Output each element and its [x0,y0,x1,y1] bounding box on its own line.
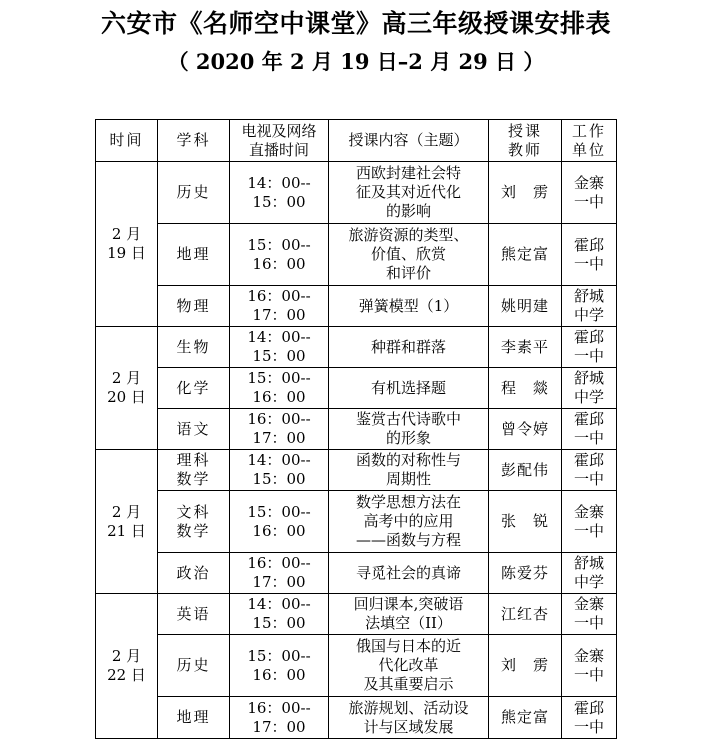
time-cell: 15：00-- 16：00 [230,491,329,553]
time-cell: 16：00-- 17：00 [230,286,329,327]
subject-cell: 历史 [158,162,230,224]
time-cell: 14：00-- 15：00 [230,162,329,224]
teacher-cell: 李素平 [489,327,562,368]
content-cell: 数学思想方法在 高考中的应用 ——函数与方程 [329,491,489,553]
unit-cell: 霍邱 一中 [562,409,617,450]
table-row [96,697,617,739]
unit-cell: 舒城 中学 [562,368,617,409]
time-cell: 16：00-- 17：00 [230,697,329,739]
teacher-cell: 熊定富 [489,224,562,286]
teacher-cell: 彭配伟 [489,450,562,491]
unit-cell: 金寨 一中 [562,162,617,224]
date-range-subtitle: （ 2020 年 2 月 19 日–2 月 29 日 ） [167,49,545,74]
table-row [96,450,617,491]
date-cell: 2 月 21 日 [96,450,158,594]
content-cell: 弹簧模型（1） [329,286,489,327]
time-cell: 14：00-- 15：00 [230,327,329,368]
subject-cell: 历史 [158,635,230,697]
time-cell: 16：00-- 17：00 [230,409,329,450]
content-cell: 鉴赏古代诗歌中 的形象 [329,409,489,450]
table-row [96,491,617,553]
table-row [96,162,617,224]
subject-cell: 文科 数学 [158,491,230,553]
table-row [96,286,617,327]
subject-cell: 政治 [158,553,230,594]
teacher-cell: 陈爱芬 [489,553,562,594]
unit-cell: 霍邱 一中 [562,450,617,491]
subject-cell: 化学 [158,368,230,409]
page-title: 六安市《名师空中课堂》高三年级授课安排表 [100,9,611,38]
teacher-cell: 张 锐 [489,491,562,553]
table-row [96,327,617,368]
teacher-cell: 姚明建 [489,286,562,327]
table-row [96,368,617,409]
subject-cell: 物理 [158,286,230,327]
teacher-cell: 刘 雳 [489,162,562,224]
header-subject: 学科 [158,120,230,162]
unit-cell: 霍邱 一中 [562,327,617,368]
subject-cell: 生物 [158,327,230,368]
schedule-table [95,119,617,739]
header-broadcast-time: 电视及网络 直播时间 [230,120,329,162]
content-cell: 函数的对称性与 周期性 [329,450,489,491]
subject-cell: 理科 数学 [158,450,230,491]
table-row [96,553,617,594]
content-cell: 有机选择题 [329,368,489,409]
date-cell: 2 月 22 日 [96,594,158,739]
unit-cell: 霍邱 一中 [562,697,617,739]
time-cell: 15：00-- 16：00 [230,635,329,697]
header-row [96,120,617,162]
header-content: 授课内容（主题） [329,120,489,162]
content-cell: 西欧封建社会特 征及其对近代化 的影响 [329,162,489,224]
header-unit: 工作 单位 [562,120,617,162]
content-cell: 种群和群落 [329,327,489,368]
time-cell: 16：00-- 17：00 [230,553,329,594]
teacher-cell: 程 燚 [489,368,562,409]
header-date: 时间 [96,120,158,162]
content-cell: 旅游资源的类型、 价值、欣赏 和评价 [329,224,489,286]
unit-cell: 金寨 一中 [562,635,617,697]
content-cell: 旅游规划、活动设 计与区域发展 [329,697,489,739]
header-teacher: 授课 教师 [489,120,562,162]
subject-cell: 地理 [158,697,230,739]
content-cell: 俄国与日本的近 代化改革 及其重要启示 [329,635,489,697]
subject-cell: 地理 [158,224,230,286]
table-row [96,594,617,635]
unit-cell: 金寨 一中 [562,491,617,553]
table-row [96,224,617,286]
content-cell: 寻觅社会的真谛 [329,553,489,594]
time-cell: 15：00-- 16：00 [230,368,329,409]
table-row [96,409,617,450]
teacher-cell: 江红杏 [489,594,562,635]
subject-cell: 语文 [158,409,230,450]
unit-cell: 金寨 一中 [562,594,617,635]
time-cell: 15：00-- 16：00 [230,224,329,286]
unit-cell: 舒城 中学 [562,286,617,327]
date-cell: 2 月 19 日 [96,162,158,327]
table-row [96,635,617,697]
time-cell: 14：00-- 15：00 [230,450,329,491]
subject-cell: 英语 [158,594,230,635]
teacher-cell: 熊定富 [489,697,562,739]
content-cell: 回归课本,突破语 法填空（II） [329,594,489,635]
teacher-cell: 曾令婷 [489,409,562,450]
unit-cell: 霍邱 一中 [562,224,617,286]
time-cell: 14：00-- 15：00 [230,594,329,635]
teacher-cell: 刘 雳 [489,635,562,697]
unit-cell: 舒城 中学 [562,553,617,594]
date-cell: 2 月 20 日 [96,327,158,450]
